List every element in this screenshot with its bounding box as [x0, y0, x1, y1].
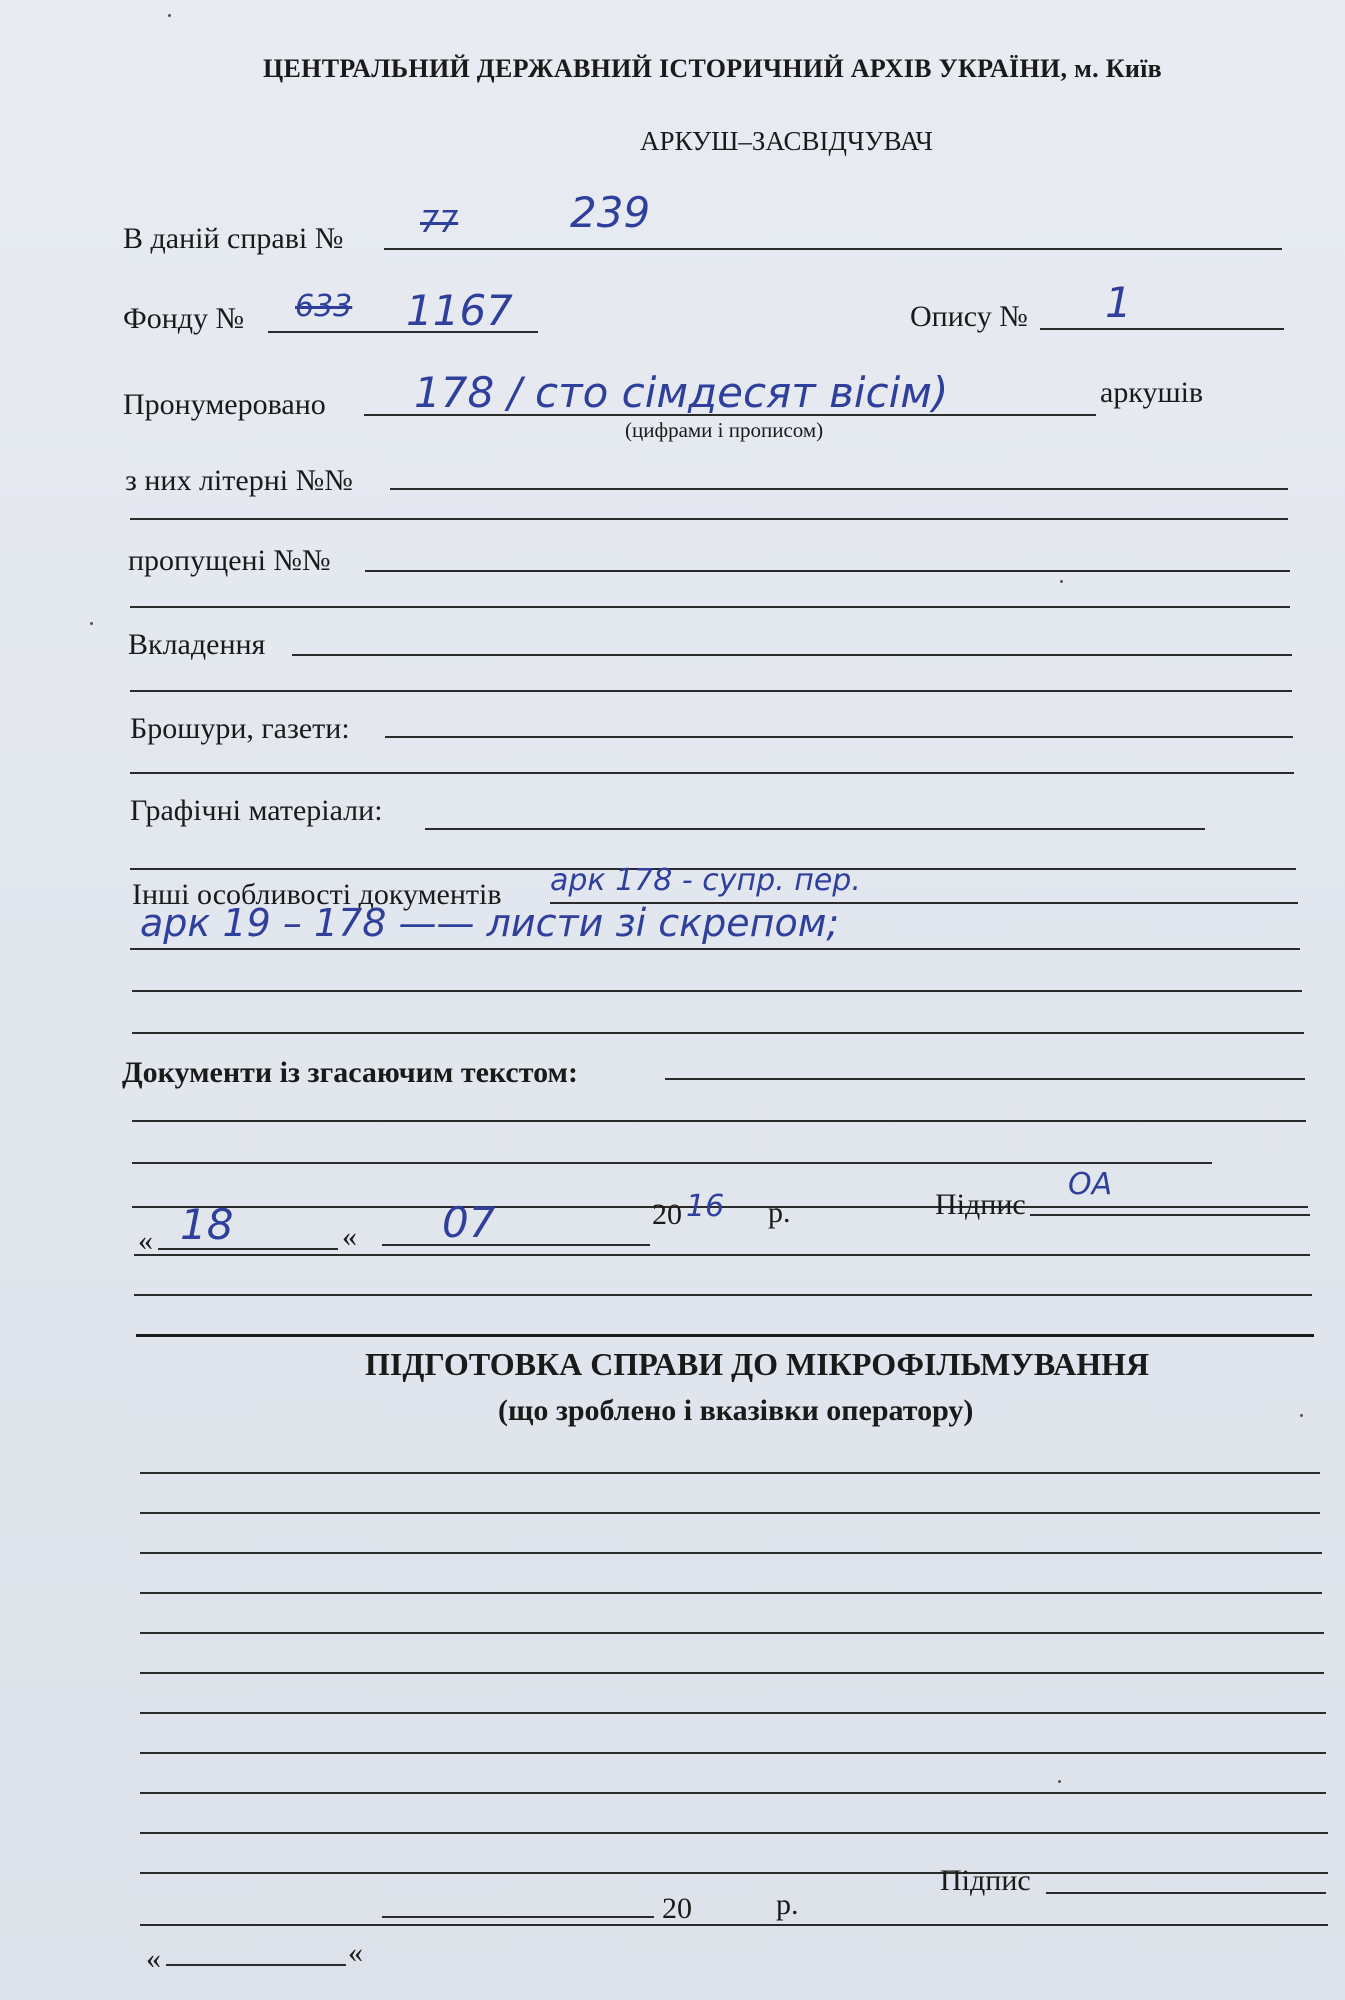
- section2-line-11: [140, 1872, 1328, 1874]
- date1-open-quote: «: [138, 1224, 153, 1257]
- section2-line-5: [140, 1632, 1324, 1634]
- section2-line-10: [140, 1832, 1328, 1834]
- date2-year-unit: р.: [776, 1888, 799, 1921]
- graphics-label: Графічні матеріали:: [130, 794, 383, 827]
- numbered-suffix: аркушів: [1100, 376, 1204, 409]
- brochures-line: [385, 736, 1293, 738]
- case-value: 239: [570, 188, 651, 237]
- brochures-label: Брошури, газети:: [130, 712, 350, 745]
- other-line-2: [130, 948, 1300, 950]
- date1-sign-label: Підпис: [935, 1188, 1026, 1221]
- lettered-line: [390, 488, 1288, 490]
- section2-line-1: [140, 1472, 1320, 1474]
- date2-day-line: [166, 1964, 346, 1966]
- date1-year-unit: р.: [768, 1196, 791, 1229]
- section2-subtitle: (що зроблено і вказівки оператору): [498, 1394, 974, 1427]
- section2-line-9: [140, 1792, 1326, 1794]
- form-title: АРКУШ–ЗАСВІДЧУВАЧ: [640, 126, 933, 156]
- brochures-line-2: [130, 772, 1294, 774]
- section2-line-3: [140, 1552, 1322, 1554]
- attachments-label: Вкладення: [128, 628, 266, 661]
- date2-open-quote: «: [146, 1942, 161, 1975]
- opys-line: [1040, 328, 1284, 330]
- date1-month: 07: [442, 1198, 496, 1247]
- section-divider: [136, 1334, 1314, 1337]
- date2-line: [140, 1924, 1328, 1926]
- date1-line-2: [134, 1254, 1310, 1256]
- graphics-line: [425, 828, 1205, 830]
- section2-line-6: [140, 1672, 1324, 1674]
- other-line-3: [132, 990, 1302, 992]
- archive-header: ЦЕНТРАЛЬНИЙ ДЕРЖАВНИЙ ІСТОРИЧНИЙ АРХІВ УКРАЇНИ, м. Київ: [263, 54, 1163, 83]
- section2-line-2: [140, 1512, 1320, 1514]
- other-value-2: арк 19 – 178 —— листи зі скрепом;: [140, 901, 840, 945]
- date2-close-quote: «: [348, 1936, 363, 1969]
- date1-sign-line: [1030, 1214, 1310, 1216]
- attachments-line: [292, 654, 1292, 656]
- other-value-1: арк 178 - супр. пер.: [550, 863, 861, 898]
- numbered-hint: (цифрами і прописом): [625, 418, 824, 442]
- faded-label: Документи із згасаючим текстом:: [122, 1056, 578, 1089]
- date1-year-suffix: 16: [686, 1189, 725, 1224]
- case-old-value: 77: [420, 205, 459, 240]
- other-label: Інші особливості документів: [132, 878, 502, 911]
- fond-line: [268, 331, 538, 333]
- skipped-line: [365, 570, 1290, 572]
- attachments-line-2: [130, 690, 1292, 692]
- other-line-4: [132, 1032, 1304, 1034]
- date1-line-3: [134, 1294, 1312, 1296]
- opys-value: 1: [1105, 278, 1132, 327]
- opys-label: Опису №: [910, 300, 1028, 333]
- date1-day-line: [158, 1248, 338, 1250]
- fond-old-value: 633: [295, 289, 353, 324]
- case-label: В даній справі №: [123, 222, 344, 255]
- fond-value: 1167: [406, 286, 513, 335]
- date1-year-prefix: 20: [652, 1198, 682, 1231]
- case-line: [384, 248, 1282, 250]
- paper-speck: [90, 622, 93, 625]
- numbered-value: 178 / сто сімдесят вісім): [414, 368, 949, 417]
- numbered-label: Пронумеровано: [123, 388, 326, 421]
- paper-speck: [1058, 1780, 1061, 1783]
- paper-speck: [1300, 1414, 1303, 1417]
- section2-line-8: [140, 1752, 1326, 1754]
- skipped-line-2: [130, 606, 1290, 608]
- paper-speck: [1060, 580, 1063, 583]
- skipped-label: пропущені №№: [128, 544, 331, 577]
- numbered-line: [364, 414, 1096, 416]
- lettered-line-2: [130, 518, 1288, 520]
- faded-line: [665, 1078, 1305, 1080]
- faded-line-3: [132, 1162, 1212, 1164]
- paper-speck: [168, 14, 171, 17]
- date1-close-quote: «: [342, 1220, 357, 1253]
- lettered-label: з них літерні №№: [125, 464, 353, 497]
- fond-label: Фонду №: [123, 302, 245, 335]
- date1-month-line: [382, 1244, 650, 1246]
- date1-day: 18: [180, 1200, 234, 1249]
- section2-line-4: [140, 1592, 1322, 1594]
- date2-year-prefix: 20: [662, 1892, 692, 1925]
- faded-line-2: [132, 1120, 1306, 1122]
- date2-month-line: [382, 1916, 654, 1918]
- date1-sign-value: ОА: [1068, 1167, 1113, 1202]
- section2-line-7: [140, 1712, 1326, 1714]
- section2-title: ПІДГОТОВКА СПРАВИ ДО МІКРОФІЛЬМУВАННЯ: [365, 1346, 1150, 1382]
- date2-sign-label: Підпис: [940, 1864, 1031, 1897]
- date2-sign-line: [1046, 1892, 1326, 1894]
